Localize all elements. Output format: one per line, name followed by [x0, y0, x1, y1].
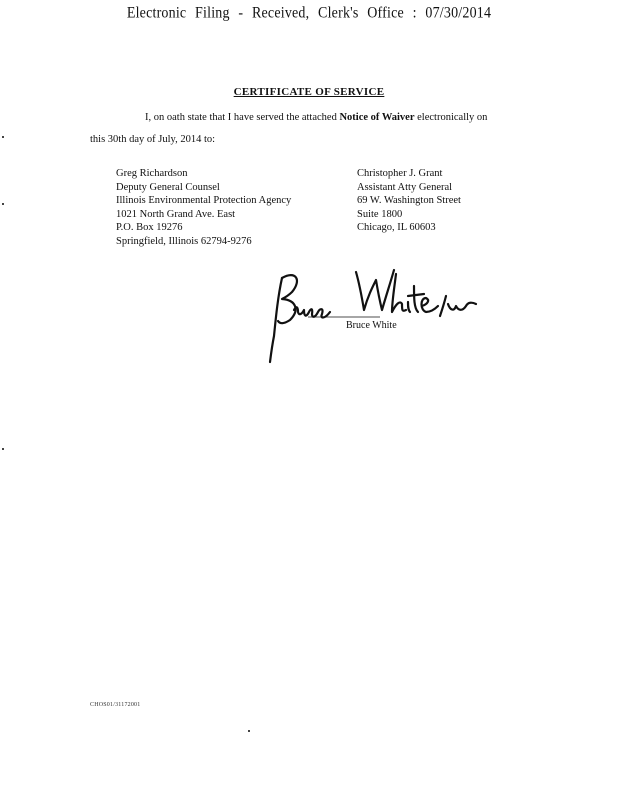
- scan-speck: [2, 136, 4, 138]
- address-line: Christopher J. Grant: [357, 168, 443, 179]
- certificate-title: CERTIFICATE OF SERVICE: [233, 86, 385, 98]
- scan-speck: [2, 203, 4, 205]
- address-line: P.O. Box 19276: [116, 222, 183, 234]
- address-line: 69 W. Washington Street: [357, 195, 461, 207]
- service-date-line: this 30th day of July, 2014 to:: [90, 134, 216, 145]
- handwritten-signature: [262, 266, 492, 366]
- served-document-name: Notice of Waiver: [339, 112, 415, 123]
- address-line: Chicago, IL 60603: [357, 222, 436, 234]
- address-line: Assistant Atty General: [357, 181, 453, 193]
- recipient-address-right: [357, 167, 461, 235]
- signer-name: Bruce White: [346, 320, 397, 331]
- address-line: Suite 1800: [357, 208, 403, 220]
- statement-suffix: electronically on: [414, 112, 488, 123]
- recipient-address-left: [116, 167, 291, 249]
- filing-stamp-header: Electronic Filing - Received, Clerk's Office : 07/30/2014: [126, 5, 492, 22]
- statement-prefix: I, on oath state that I have served the attached: [145, 112, 340, 123]
- address-line: Springfield, Illinois 62794-9276: [116, 235, 252, 247]
- address-line: 1021 North Grand Ave. East: [116, 208, 236, 220]
- scan-speck: [2, 448, 4, 450]
- address-line: Deputy General Counsel: [116, 181, 220, 193]
- service-statement: [145, 112, 487, 123]
- scan-speck: [248, 730, 250, 732]
- address-line: Greg Richardson: [116, 168, 188, 179]
- document-code: CHOS01/31172001: [90, 702, 141, 708]
- address-line: Illinois Environmental Protection Agency: [116, 195, 292, 207]
